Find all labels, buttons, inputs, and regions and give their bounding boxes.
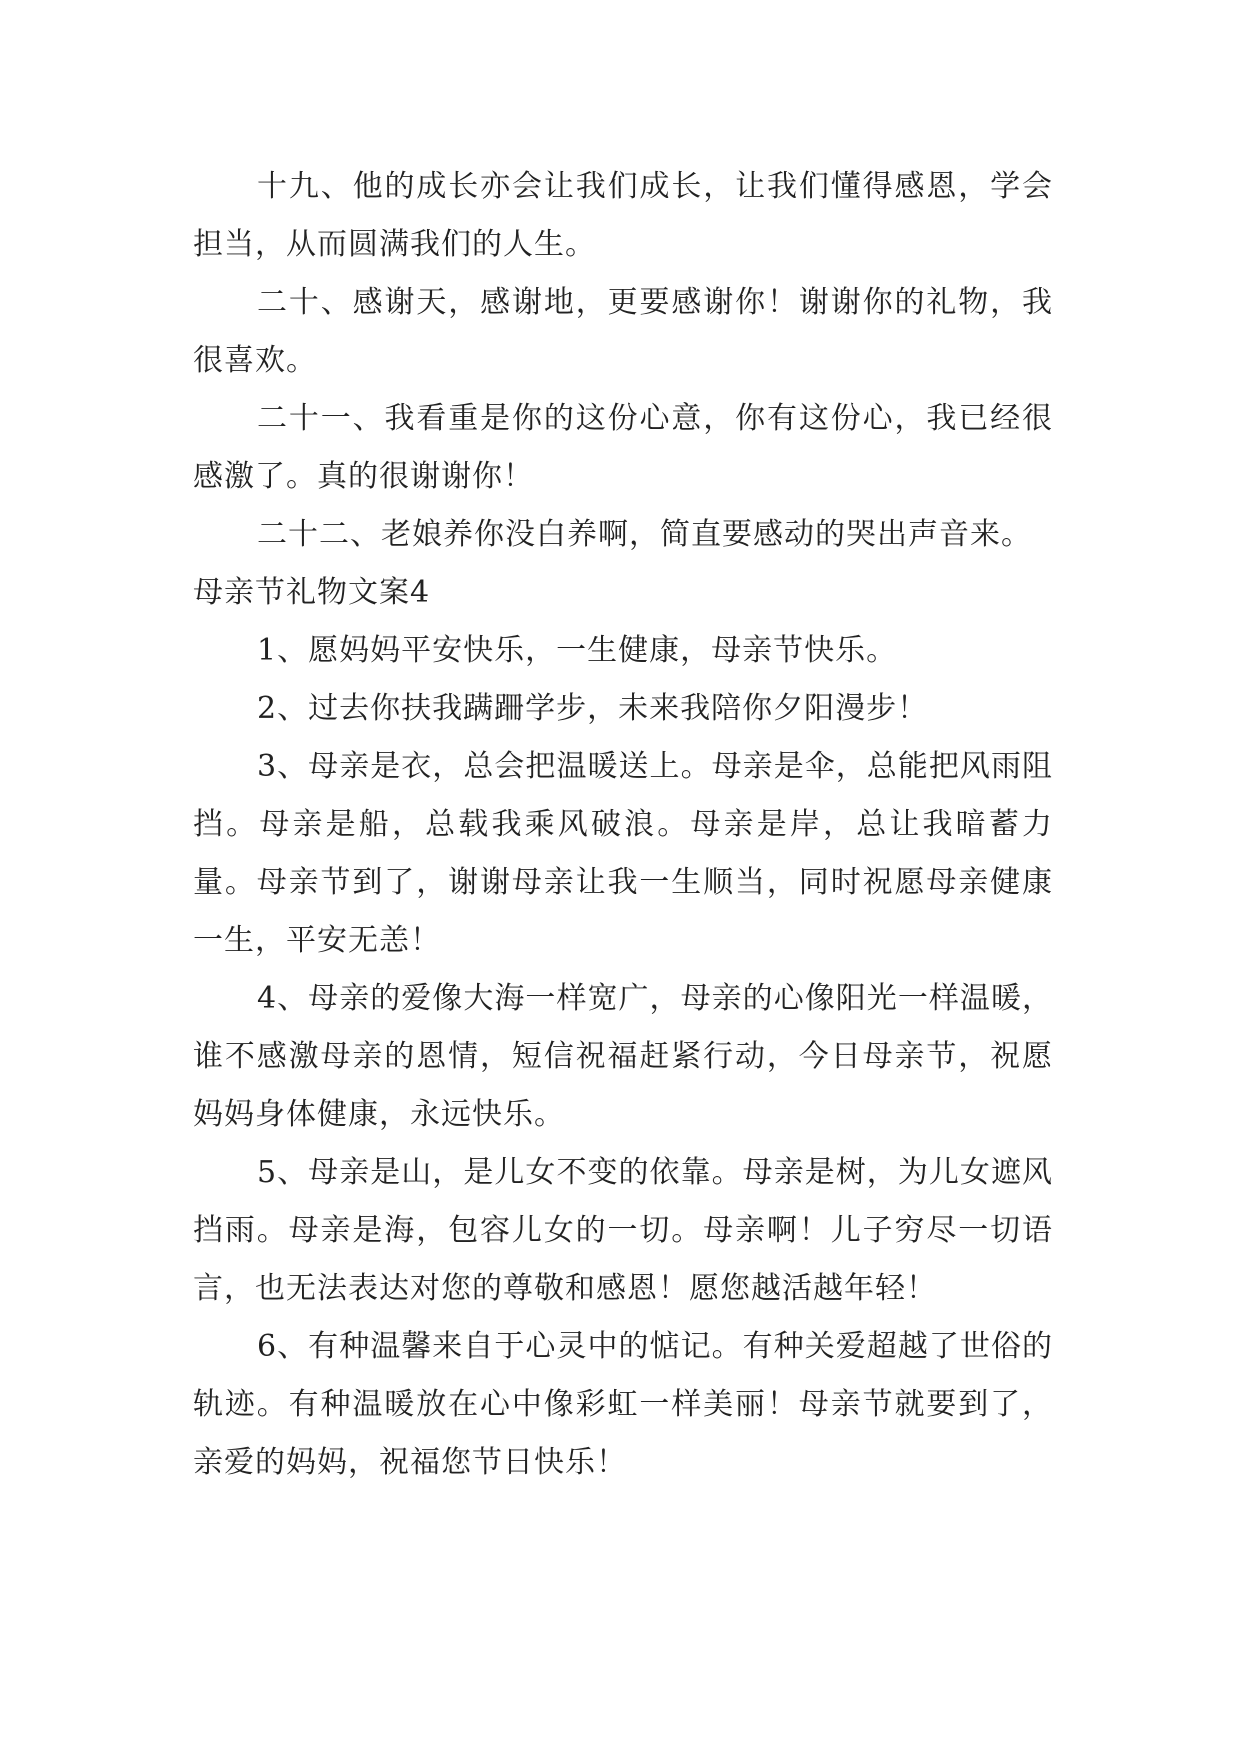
paragraph-21: 二十一、我看重是你的这份心意，你有这份心，我已经很感激了。真的很谢谢你！: [193, 401, 1053, 494]
paragraph-2: 2、过去你扶我蹒跚学步，未来我陪你夕阳漫步！: [257, 691, 929, 726]
paragraph-5: 5、母亲是山，是儿女不变的依靠。母亲是树，为儿女遮风挡雨。母亲是海，包容儿女的一切。母亲啊！儿子穷尽一切语言，也无法表达对您的尊敬和感恩！愿您越活越年轻！: [193, 1155, 1053, 1306]
section-heading: 母亲节礼物文案4: [193, 575, 431, 610]
paragraph-1: 1、愿妈妈平安快乐，一生健康，母亲节快乐。: [257, 633, 898, 668]
document-body: [193, 158, 1053, 1492]
paragraph-6: 6、有种温馨来自于心灵中的惦记。有种关爱超越了世俗的轨迹。有种温暖放在心中像彩虹一样美丽！母亲节就要到了，亲爱的妈妈，祝福您节日快乐！: [193, 1329, 1053, 1480]
paragraph-4: 4、母亲的爱像大海一样宽广，母亲的心像阳光一样温暖，谁不感激母亲的恩情，短信祝福赶紧行动，今日母亲节，祝愿妈妈身体健康，永远快乐。: [193, 981, 1053, 1132]
paragraph-3: 3、母亲是衣，总会把温暖送上。母亲是伞，总能把风雨阻挡。母亲是船，总载我乘风破浪。母亲是岸，总让我暗蓄力量。母亲节到了，谢谢母亲让我一生顺当，同时祝愿母亲健康一生，平安无恙！: [193, 749, 1053, 958]
paragraph-19: 十九、他的成长亦会让我们成长，让我们懂得感恩，学会担当，从而圆满我们的人生。: [193, 169, 1053, 262]
paragraph-20: 二十、感谢天，感谢地，更要感谢你！谢谢你的礼物，我很喜欢。: [193, 285, 1053, 378]
paragraph-22: 二十二、老娘养你没白养啊，简直要感动的哭出声音来。: [257, 517, 1032, 552]
